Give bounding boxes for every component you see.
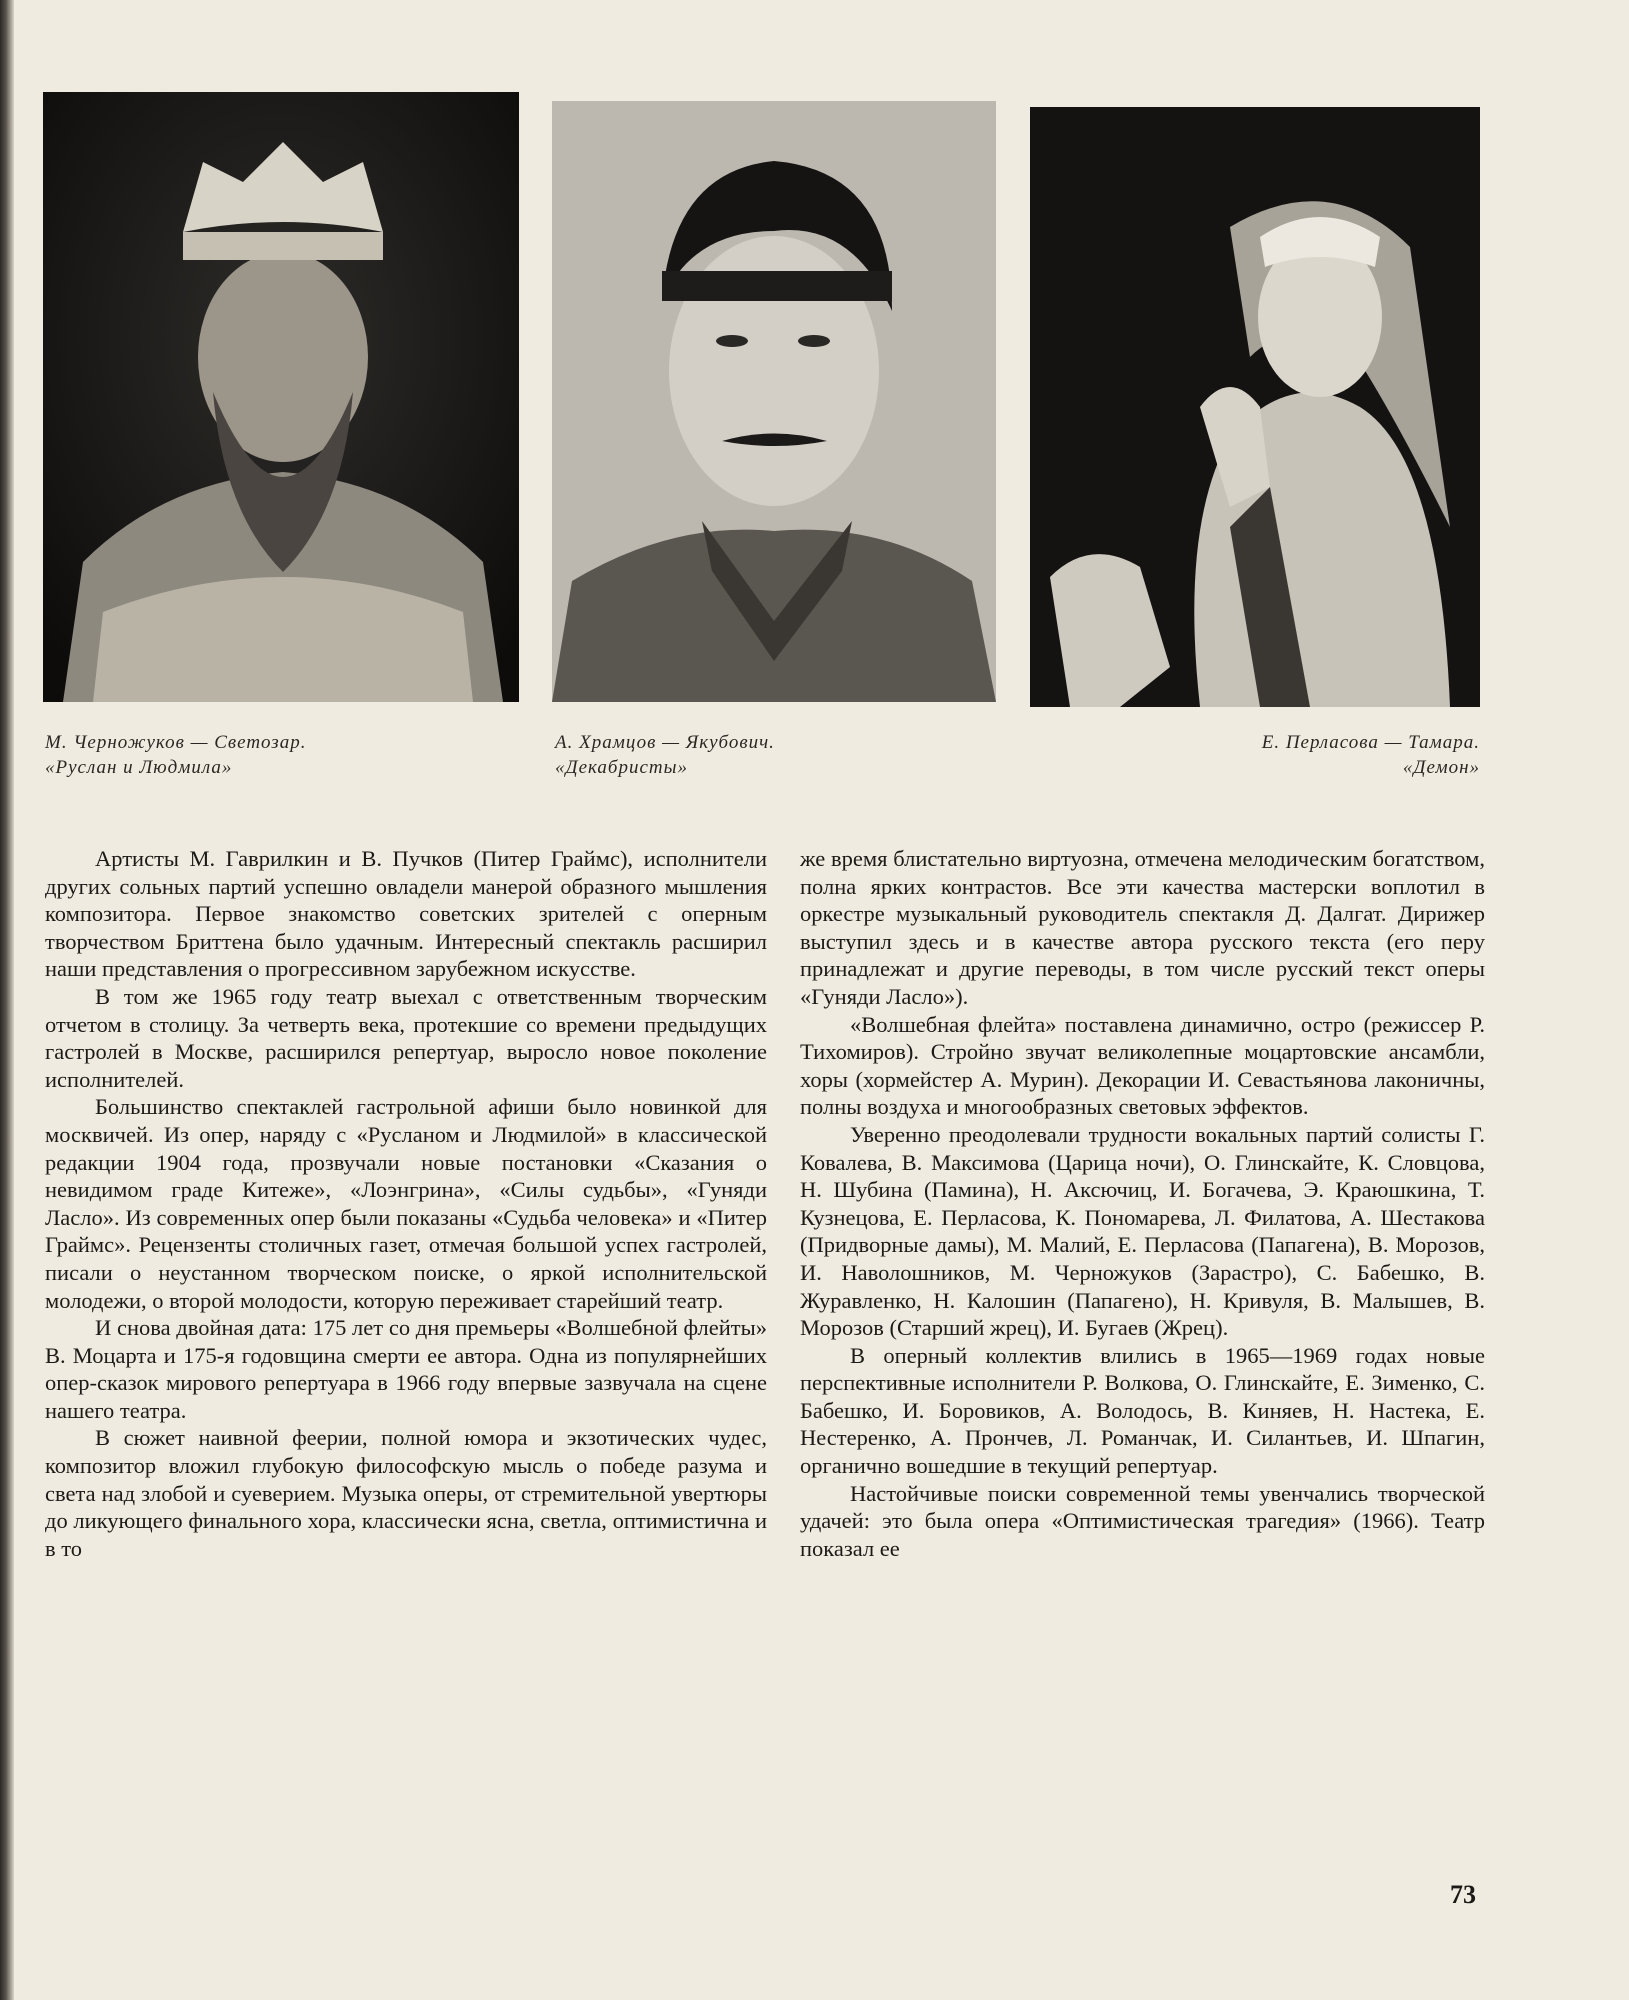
paragraph: Артисты М. Гаврилкин и В. Пучков (Питер Граймс), исполнители других сольных партий успешно овладели манерой образного мышления композитора. Первое знакомство советских зрителей с оперным творчеством Бриттена было удачным. Интересный спектакль расширил наши представления о прогрессивном зарубежном искусстве. — [45, 846, 767, 982]
portrait-figure-1 — [43, 92, 519, 702]
paragraph: Большинство спектаклей гастрольной афиши было новинкой для москвичей. Из опер, наряду с «Русланом и Людмилой» в классической редакции 1904 года, прозвучали новые постановки «Сказания о невидимом граде Китеже», «Лоэнгрина», «Силы судьбы», «Гуняди Ласло». Из современных опер были показаны «Судьба человека» и «Питер Граймс». Рецензенты столичных газет, отмечая большой успех гастролей, писали о неустанном творческом поиске, о яркой исполнительской молодежи, о второй молодости, которую переживает старейший театр. — [45, 1094, 767, 1313]
caption-photo-3 — [1130, 730, 1480, 780]
page-number: 73 — [1450, 1880, 1476, 1909]
caption-role-line: Е. Перласова — Тамара. — [1261, 732, 1480, 753]
left-text-column — [45, 845, 767, 1562]
caption-opera-line: «Руслан и Людмила» — [45, 757, 233, 778]
book-spine-edge — [0, 0, 14, 2000]
right-text-column — [800, 845, 1485, 1562]
paragraph: «Волшебная флейта» поставлена динамично, остро (режиссер Р. Тихомиров). Стройно звучат великолепные моцартовские ансамбли, хоры (хормейстер А. Мурин). Декорации И. Севастьянова лаконичны, полны воздуха и многообразных световых эффектов. — [800, 1011, 1485, 1120]
portrait-figure-2 — [552, 101, 996, 702]
caption-photo-2 — [555, 730, 775, 780]
caption-photo-1 — [45, 730, 306, 780]
paragraph: В сюжет наивной феерии, полной юмора и экзотических чудес, композитор вложил глубокую философскую мысль о победе разума и света над злобой и суеверием. Музыка оперы, от стремительной увертюры до ликующего финального хора, классически ясна, светла, оптимистична и в то — [45, 1425, 767, 1561]
portrait-figure-3 — [1030, 107, 1480, 707]
photo-perlasova-tamara — [1030, 107, 1480, 707]
caption-role-line: А. Храмцов — Якубович. — [555, 732, 775, 753]
caption-opera-line: «Декабристы» — [555, 757, 689, 778]
paragraph: Настойчивые поиски современной темы увенчались творческой удачей: это была опера «Оптимистическая трагедия» (1966). Театр показал ее — [800, 1480, 1485, 1561]
paragraph: Уверенно преодолевали трудности вокальных партий солисты Г. Ковалева, В. Максимова (Царица ночи), О. Глинскайте, К. Словцова, Н. Шубина (Памина), Н. Аксючиц, И. Богачева, Э. Краюшкина, Т. Кузнецова, Е. Перласова, К. Пономарева, Л. Филатова, А. Шестакова (Придворные дамы), М. Малий, Е. Перласова (Папагена), В. Морозов, И. Наволошников, М. Черножуков (Зарастро), С. Бабешко, В. Журавленко, Н. Калошин (Папагено), Н. Кривуля, В. Малышев, В. Морозов (Старший жрец), И. Бугаев (Жрец). — [800, 1121, 1485, 1341]
caption-role-line: М. Черножуков — Светозар. — [45, 732, 307, 753]
photo-chernozhukov-svetozar — [43, 92, 519, 702]
caption-opera-line: «Демон» — [1402, 757, 1480, 778]
photo-khramtsov-yakubovich — [552, 101, 996, 702]
paragraph: же время блистательно виртуозна, отмечена мелодическим богатством, полна ярких контрастов. Все эти качества мастерски воплотил в оркестре музыкальный руководитель спектакля Д. Далгат. Дирижер выступил здесь и в качестве автора русского текста (его перу принадлежат и другие переводы, в том числе русский текст оперы «Гуняди Ласло»). — [800, 846, 1485, 1009]
paragraph: И снова двойная дата: 175 лет со дня премьеры «Волшебной флейты» В. Моцарта и 175-я годовщина смерти ее автора. Одна из популярнейших опер-сказок мирового репертуара в 1966 году впервые зазвучала на сцене нашего театра. — [45, 1315, 767, 1423]
paragraph: В оперный коллектив влились в 1965—1969 годах новые перспективные исполнители Р. Волкова, О. Глинскайте, Е. Зименко, С. Бабешко, И. Боровиков, А. Володось, В. Киняев, Н. Настека, Е. Нестеренко, А. Прончев, Л. Романчак, И. Силантьев, И. Шпагин, органично вошедшие в текущий репертуар. — [800, 1342, 1485, 1479]
paragraph: В том же 1965 году театр выехал с ответственным творческим отчетом в столицу. За четверть века, протекшие со времени предыдущих гастролей в Москве, расширился репертуар, выросло новое поколение исполнителей. — [45, 983, 767, 1092]
